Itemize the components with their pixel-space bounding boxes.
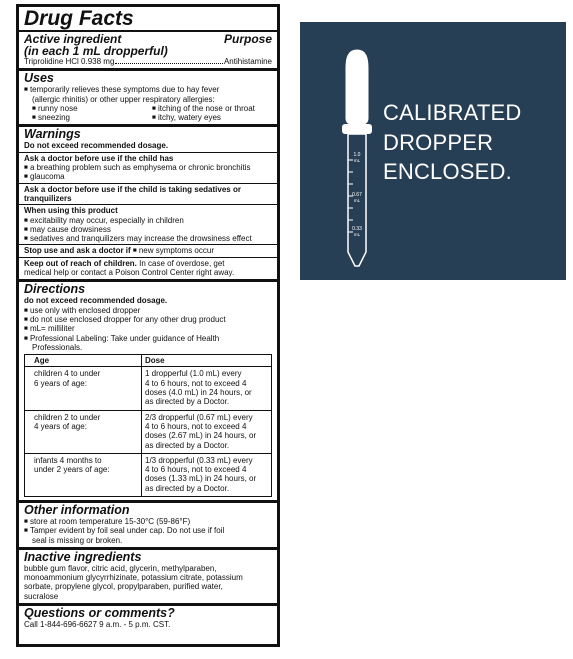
inactive-ingredients-line: monoammonium glycyrrhizinate, potassium citrate, potassium (24, 573, 243, 583)
professional-labeling-line-1: ■ Professional Labeling: Take under guidance of Health (24, 334, 272, 343)
warnings-no-exceed: Do not exceed recommended dosage. (24, 141, 169, 151)
dose-text: 4 to 6 hours, not to exceed 4 (145, 421, 247, 431)
dose-text: 1 dropperful (1.0 mL) every (145, 369, 242, 379)
inactive-ingredients-section (19, 547, 277, 603)
dose-cell (142, 453, 272, 496)
keep-out-line-2: medical help or contact a Poison Control Center right away. (24, 268, 235, 278)
active-ingredient-subheading: (in each 1 mL dropperful) (24, 44, 168, 58)
dropper-mark: 0.67 (352, 192, 362, 198)
age-text: children 4 to under (34, 369, 101, 379)
inactive-ingredients-line: sorbate, propylene glycol, propylparaben, purified water, (24, 582, 223, 592)
inactive-ingredients-heading: Inactive ingredients (24, 549, 142, 564)
ask-doctor-heading: Ask a doctor before use if the child has (24, 153, 174, 163)
leader-dots (115, 57, 223, 64)
questions-heading: Questions or comments? (24, 606, 175, 621)
active-ingredient-heading: Active ingredient (24, 32, 122, 46)
dose-text: 2/3 dropperful (0.67 mL) every (145, 412, 253, 422)
age-text: 6 years of age: (34, 378, 87, 388)
dose-cell (142, 367, 272, 410)
stop-use-line (24, 246, 272, 255)
other-information-section (19, 500, 277, 547)
drug-facts-title: Drug Facts (24, 7, 134, 30)
age-cell (25, 453, 142, 496)
directions-section (19, 279, 277, 500)
tamper-line-2: seal is missing or broken. (32, 535, 123, 545)
directions-no-exceed: do not exceed recommended dosage. (24, 296, 168, 306)
ingredient-name: Triprolidine HCl 0.938 mg (24, 57, 115, 66)
directions-item: ■ do not use enclosed dropper for any other drug product (24, 315, 272, 324)
table-row (25, 367, 272, 410)
keep-out-text: In case of overdose, get (136, 258, 225, 268)
dosage-table (24, 354, 272, 497)
dose-text: 1/3 dropperful (0.33 mL) every (145, 455, 253, 465)
ask-doctor-item: ■ glaucoma (24, 172, 272, 181)
other-information-item: ■ store at room temperature 15-30°C (59-86°F) (24, 517, 272, 526)
calibrated-dropper-text (383, 98, 522, 187)
dropper-mark: 0.33 (352, 226, 362, 232)
ask-doctor-sedatives-line-1: Ask a doctor before use if the child is taking sedatives or (24, 184, 241, 194)
dropper-mark-unit: mL (353, 158, 361, 163)
dose-text: doses (4.0 mL) in 24 hours, or (145, 388, 252, 398)
when-using-heading: When using this product (24, 206, 118, 216)
stop-use-item: ■ new symptoms occur (133, 246, 214, 255)
dose-text: doses (2.67 mL) in 24 hours, or (145, 431, 257, 441)
panel-line: DROPPER (383, 129, 494, 155)
age-cell (25, 410, 142, 453)
dropper-mark-unit: mL (353, 232, 361, 237)
directions-item: ■ mL= milliliter (24, 324, 272, 333)
age-text: children 2 to under (34, 412, 101, 422)
dropper-mark-unit: mL (353, 198, 361, 203)
dose-text: as directed by a Doctor. (145, 440, 230, 450)
symptom-item: ■ itching of the nose or throat (152, 104, 272, 113)
directions-heading: Directions (24, 282, 86, 297)
age-column-header: Age (25, 355, 142, 367)
inactive-ingredients-line: sucralose (24, 591, 59, 601)
age-text: under 2 years of age: (34, 465, 110, 475)
uses-line-2: (allergic rhinitis) or other upper respiratory allergies: (32, 94, 215, 104)
keep-out-heading: Keep out of reach of children. (24, 258, 137, 268)
inactive-ingredients-line: bubble gum flavor, citric acid, glycerin, methylparaben, (24, 563, 217, 573)
dose-text: doses (1.33 mL) in 24 hours, or (145, 474, 257, 484)
when-using-item: ■ excitability may occur, especially in children (24, 216, 272, 225)
panel-line: ENCLOSED. (383, 159, 512, 184)
when-using-item: ■ may cause drowsiness (24, 225, 272, 234)
tamper-line-1: ■ Tamper evident by foil seal under cap. Do not use if foil (24, 526, 272, 535)
uses-line-1: ■ temporarily relieves these symptoms due to hay fever (24, 85, 272, 94)
directions-item: ■ use only with enclosed dropper (24, 306, 272, 315)
stop-use-heading: Stop use and ask a doctor if (24, 246, 131, 256)
other-information-heading: Other information (24, 502, 130, 517)
keep-out-line-1 (24, 259, 272, 268)
symptoms-grid (24, 104, 272, 113)
panel-line: CALIBRATED (383, 100, 522, 125)
age-cell (25, 367, 142, 410)
questions-section (19, 603, 277, 631)
age-text: 4 years of age: (34, 421, 87, 431)
warnings-heading: Warnings (24, 127, 81, 142)
dropper-mark: 1.0 (353, 152, 361, 158)
age-text: infants 4 months to (34, 455, 102, 465)
dose-cell (142, 410, 272, 453)
symptom-item: ■ itchy, watery eyes (152, 113, 272, 122)
purpose-heading: Purpose (223, 32, 272, 46)
symptom-item: ■ runny nose (32, 104, 152, 113)
ask-doctor-item: ■ a breathing problem such as emphysema or chronic bronchitis (24, 163, 272, 172)
dose-column-header: Dose (142, 355, 272, 367)
drug-facts-label (16, 4, 280, 647)
professional-labeling-line-2: Professionals. (32, 342, 83, 352)
calibrated-dropper-panel (300, 22, 566, 280)
warnings-section (19, 124, 277, 279)
title-section (19, 8, 277, 30)
table-row (25, 410, 272, 453)
active-ingredient-section (19, 30, 277, 68)
symptoms-grid (24, 113, 272, 122)
ask-doctor-sedatives-line-2: tranquilizers (24, 193, 72, 203)
dose-text: as directed by a Doctor. (145, 483, 230, 493)
table-row (25, 453, 272, 496)
dose-text: 4 to 6 hours, not to exceed 4 (145, 378, 247, 388)
uses-section (19, 68, 277, 124)
questions-phone-line: Call 1-844-696-6627 9 a.m. - 5 p.m. CST. (24, 620, 171, 630)
ingredient-line (24, 57, 272, 66)
dropper-icon (340, 48, 374, 272)
dose-text: as directed by a Doctor. (145, 397, 230, 407)
dosage-table-header (25, 355, 272, 367)
symptom-item: ■ sneezing (32, 113, 152, 122)
dose-text: 4 to 6 hours, not to exceed 4 (145, 465, 247, 475)
when-using-item: ■ sedatives and tranquilizers may increase the drowsiness effect (24, 234, 272, 243)
ingredient-purpose: Antihistamine (223, 57, 272, 66)
uses-heading: Uses (24, 71, 54, 86)
